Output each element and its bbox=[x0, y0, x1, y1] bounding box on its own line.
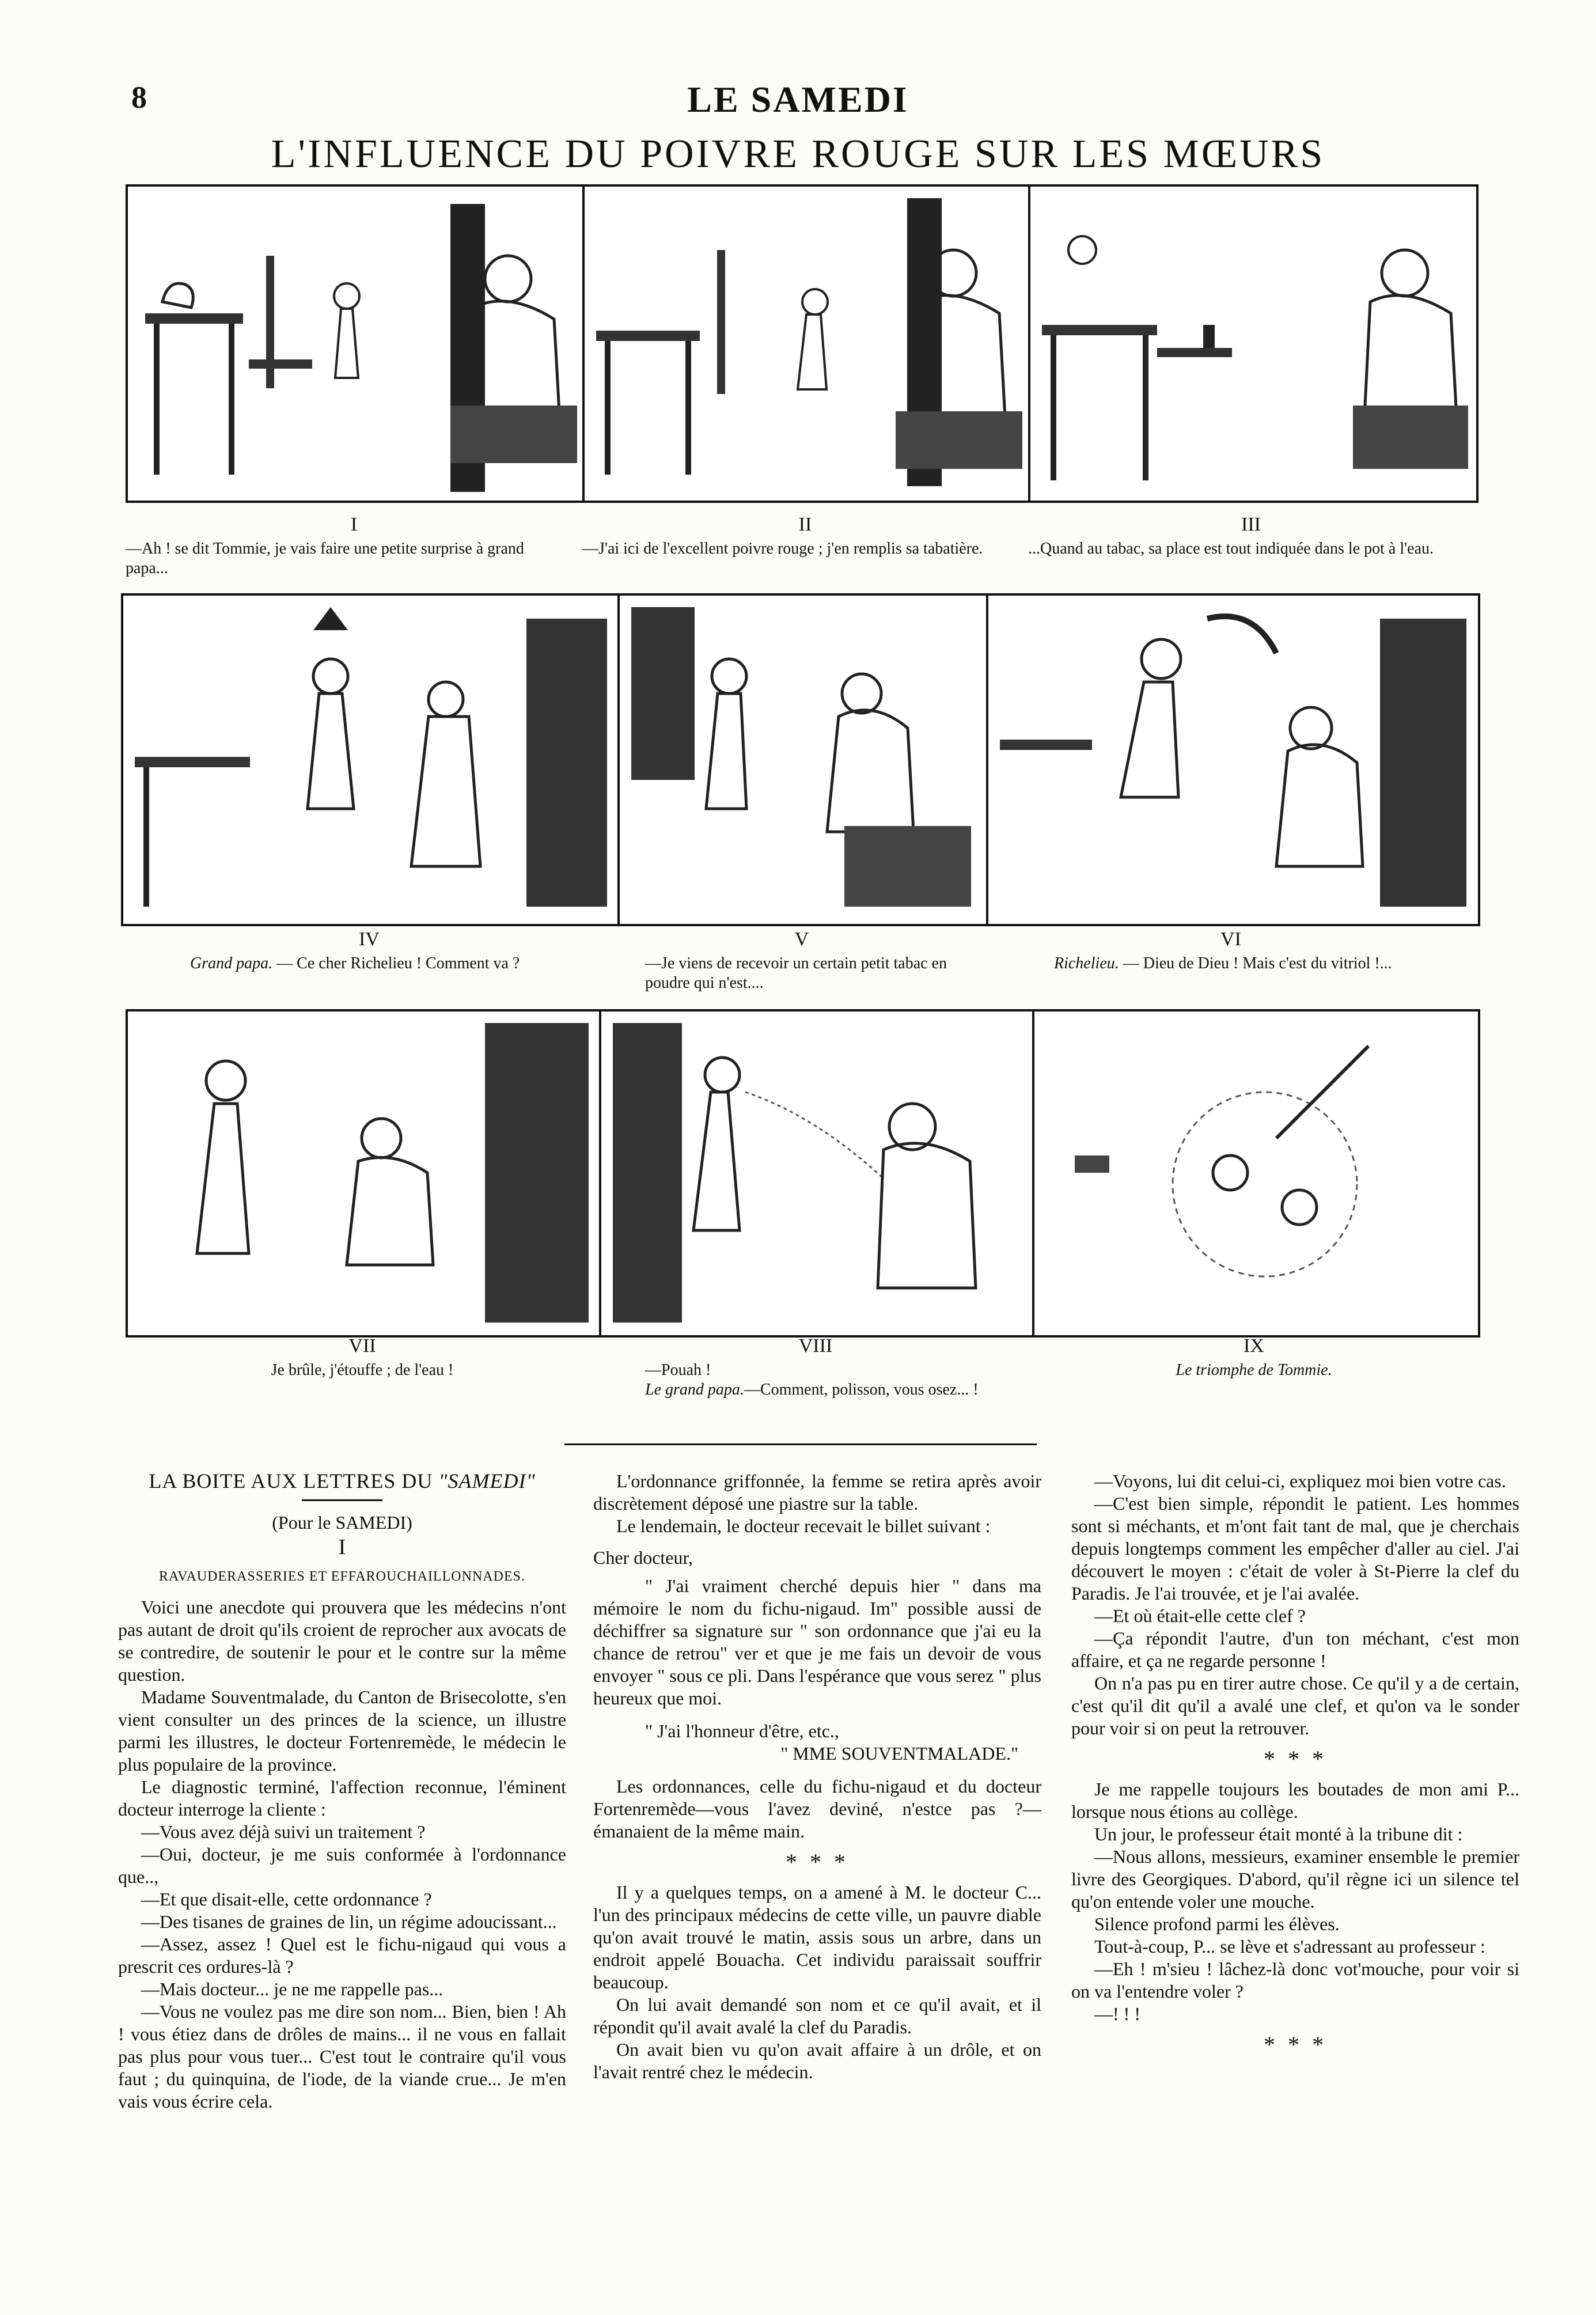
paragraph: —Nous allons, messieurs, examiner ensemble le premier livre des Georgiques. D'abord, qu'il règne ici un silence tel qu'on entende voler une mouche. bbox=[1071, 1846, 1519, 1912]
caption-speaker: Le grand papa. bbox=[645, 1381, 744, 1399]
panel-caption bbox=[1032, 1361, 1476, 1380]
paragraph: —Voyons, lui dit celui-ci, expliquez moi bien votre cas. bbox=[1094, 1471, 1506, 1491]
paragraph: —Vous avez déjà suivi un traitement ? bbox=[141, 1821, 426, 1842]
letter-closing: " J'ai l'honneur d'être, etc., bbox=[645, 1721, 839, 1741]
paragraph: —Oui, docteur, je me suis conformée à l'ordonnance que.., bbox=[118, 1844, 566, 1887]
paragraph: —Ça répondit l'autre, d'un ton méchant, c'est mon affaire, et ça ne regarde personne ! bbox=[1071, 1628, 1519, 1671]
paragraph: Il y a quelques temps, on a amené à M. le docteur C... l'un des principaux médecins de cette ville, un pauvre diable qu'on avait trouvé le matin, assis sous un arbre, dans un endroit appelé Bouacha. Cet individu paraissait souffrir beaucoup. bbox=[593, 1882, 1041, 1992]
title-rule bbox=[302, 1499, 382, 1501]
paragraph: Le diagnostic terminé, l'affection reconnue, l'éminent docteur interroge la cliente : bbox=[118, 1776, 566, 1820]
paragraph: Un jour, le professeur était monté à la tribune dit : bbox=[1094, 1824, 1463, 1844]
paragraph: —Assez, assez ! Quel est le fichu-nigaud qui vous a prescrit ces ordures-là ? bbox=[118, 1934, 566, 1977]
section-numeral: I bbox=[338, 1535, 346, 1559]
caption-text: —Pouah ! bbox=[645, 1361, 711, 1379]
panel-caption: —J'ai ici de l'excellent poivre rouge ; j'en remplis sa tabatière. bbox=[582, 540, 983, 558]
paragraph: Les ordonnances, celle du fichu-nigaud et du docteur Fortenremède—vous l'avez deviné, n'estce pas ?—émanaient de la même main. bbox=[593, 1776, 1041, 1842]
paragraph: —Eh ! m'sieu ! lâchez-là donc vot'mouche, pour voir si on va l'entendre voler ? bbox=[1071, 1958, 1519, 2002]
panel-numeral: VI bbox=[1220, 929, 1241, 950]
caption-speaker: Richelieu. bbox=[1054, 954, 1119, 972]
letterbox-dedication: (Pour le SAMEDI) bbox=[272, 1512, 412, 1533]
paragraph: —C'est bien simple, répondit le patient. Les hommes sont si méchants, et m'ont fait tant de mal, que je cherchais depuis longtemps comment les empêcher d'aller au ciel. J'ai découvert le moyen : c'était de voler à St-Pierre la clef du Paradis. Je l'ai trouvée, et je l'ai avalée. bbox=[1071, 1493, 1519, 1604]
panel-caption: Je brûle, j'étouffe ; de l'eau ! bbox=[271, 1361, 454, 1379]
panel-caption: —Je viens de recevoir un certain petit tabac en poudre qui n'est.... bbox=[645, 954, 947, 992]
paragraph: Voici une anecdote qui prouvera que les médecins n'ont pas autant de droit qu'ils croient de reprocher aux avocats de se contredire, de soutenir le pour et le contre sur la même question. bbox=[118, 1597, 566, 1685]
panel-numeral: V bbox=[794, 929, 809, 950]
paragraph: L'ordonnance griffonnée, la femme se retira après avoir discrètement déposé une piastre sur la table. bbox=[593, 1471, 1041, 1514]
paragraph: On avait bien vu qu'on avait affaire à un drôle, et on l'avait rentré chez le médecin. bbox=[593, 2039, 1041, 2082]
asterism: * * * bbox=[1264, 2032, 1327, 2058]
paragraph: —Et que disait-elle, cette ordonnance ? bbox=[141, 1889, 432, 1909]
letter-signature: " MME SOUVENTMALADE." bbox=[780, 1743, 1018, 1764]
paragraph: Tout-à-coup, P... se lève et s'adressant au professeur : bbox=[1094, 1936, 1485, 1957]
caption-text: —Comment, polisson, vous osez... ! bbox=[744, 1381, 979, 1399]
masthead: LE SAMEDI bbox=[687, 79, 909, 120]
column-3 bbox=[1071, 1470, 1519, 2064]
panel-caption: —Ah ! se dit Tommie, je vais faire une petite surprise à grand papa... bbox=[126, 540, 524, 577]
panel-numeral: II bbox=[798, 514, 812, 535]
asterism: * * * bbox=[786, 1849, 849, 1875]
paragraph: On lui avait demandé son nom et ce qu'il avait, et il répondit qu'il avait avalé la clef du Paradis. bbox=[593, 1994, 1041, 2037]
letterbox-title: LA BOITE AUX LETTRES DU "SAMEDI" bbox=[149, 1469, 536, 1492]
panel-numeral: IX bbox=[1244, 1335, 1264, 1357]
comic-panel-7 bbox=[126, 1009, 604, 1338]
panel-numeral: III bbox=[1241, 514, 1261, 535]
column-1 bbox=[118, 1470, 566, 2113]
section-subtitle: RAVAUDERASSERIES ET EFFAROUCHAILLONNADES. bbox=[159, 1569, 525, 1584]
caption-text: Le triomphe de Tommie. bbox=[1176, 1361, 1332, 1379]
illustration-sneezing bbox=[988, 596, 1478, 924]
paragraph: On n'a pas pu en tirer autre chose. Ce qu'il y a de certain, c'est qu'il dit qu'il a avalé une clef, et qu'on va le sonder pour voir si on peut la retrouver. bbox=[1071, 1673, 1519, 1738]
asterism: * * * bbox=[1264, 1746, 1327, 1772]
paragraph: —Vous ne voulez pas me dire son nom... Bien, bien ! Ah ! vous étiez dans de drôles de mains... il ne vous en fallait pas plus pour vous tuer... C'est tout le contraire qu'il vous faut ; du quinquina, de l'iode, de la viande crue... Je m'en vais vous écrire cela. bbox=[118, 2001, 566, 2112]
column-2 bbox=[593, 1470, 1041, 2083]
illustration-choking bbox=[128, 1011, 601, 1335]
illustration-offering-snuff bbox=[620, 596, 988, 924]
illustration-water-pot bbox=[1030, 187, 1476, 501]
comic-panel-9 bbox=[1032, 1009, 1480, 1338]
panel-numeral: VIII bbox=[798, 1335, 833, 1357]
illustration-spitting bbox=[601, 1011, 1034, 1335]
comic-panel-2 bbox=[582, 184, 1033, 503]
page-number: 8 bbox=[131, 80, 147, 115]
paragraph: —Mais docteur... je ne me rappelle pas... bbox=[141, 1979, 443, 1999]
illustration-grandfather-tommie bbox=[128, 187, 585, 501]
panel-caption bbox=[645, 1361, 1037, 1400]
paragraph: Silence profond parmi les élèves. bbox=[1094, 1914, 1340, 1934]
illustration-snuffbox bbox=[585, 187, 1030, 501]
caption-text: — Dieu de Dieu ! Mais c'est du vitriol !... bbox=[1123, 954, 1392, 972]
caption-text: — Ce cher Richelieu ! Comment va ? bbox=[276, 954, 520, 972]
panel-caption bbox=[1054, 954, 1469, 973]
comic-panel-5 bbox=[617, 593, 991, 926]
comic-panel-3 bbox=[1028, 184, 1479, 503]
comic-panel-6 bbox=[986, 593, 1480, 926]
panel-numeral: I bbox=[350, 514, 358, 535]
illustration-handshake bbox=[123, 596, 620, 924]
panel-caption: ...Quand au tabac, sa place est tout indiquée dans le pot à l'eau. bbox=[1028, 540, 1434, 558]
comic-panel-1 bbox=[126, 184, 587, 503]
comic-headline: L'INFLUENCE DU POIVRE ROUGE SUR LES MŒURS bbox=[271, 132, 1325, 176]
paragraph: —Des tisanes de graines de lin, un régime adoucissant... bbox=[141, 1911, 557, 1932]
paragraph: —! ! ! bbox=[1094, 2003, 1140, 2024]
illustration-brawl bbox=[1034, 1011, 1478, 1335]
comic-panel-4 bbox=[121, 593, 622, 926]
panel-numeral: IV bbox=[359, 929, 380, 950]
letter-salutation: Cher docteur, bbox=[593, 1547, 693, 1568]
paragraph: —Et où était-elle cette clef ? bbox=[1094, 1605, 1306, 1626]
section-divider bbox=[564, 1443, 1037, 1445]
caption-speaker: Grand papa. bbox=[190, 954, 273, 972]
panel-caption bbox=[190, 954, 605, 973]
paragraph: Le lendemain, le docteur recevait le billet suivant : bbox=[616, 1515, 991, 1536]
paragraph: Madame Souventmalade, du Canton de Brisecolotte, s'en vient consulter un des princes de la science, un illustre parmi les illustres, le docteur Fortenremède, le médecin le plus populaire de la province. bbox=[118, 1687, 566, 1775]
paragraph: Je me rappelle toujours les boutades de mon ami P... lorsque nous étions au collège. bbox=[1071, 1779, 1519, 1822]
panel-numeral: VII bbox=[348, 1335, 376, 1357]
comic-panel-8 bbox=[599, 1009, 1037, 1338]
letter-body: " J'ai vraiment cherché depuis hier " dans ma mémoire le nom du fichu-nigaud. Im" possible aussi de déchiffrer sa signature sur " son ordonnance que j'ai eu la chance de retrou" ver et que je me fais un devoir de vous envoyer " sous ce pli. Dans l'espérance que vous serez " plus heureux que moi. bbox=[593, 1575, 1041, 1708]
